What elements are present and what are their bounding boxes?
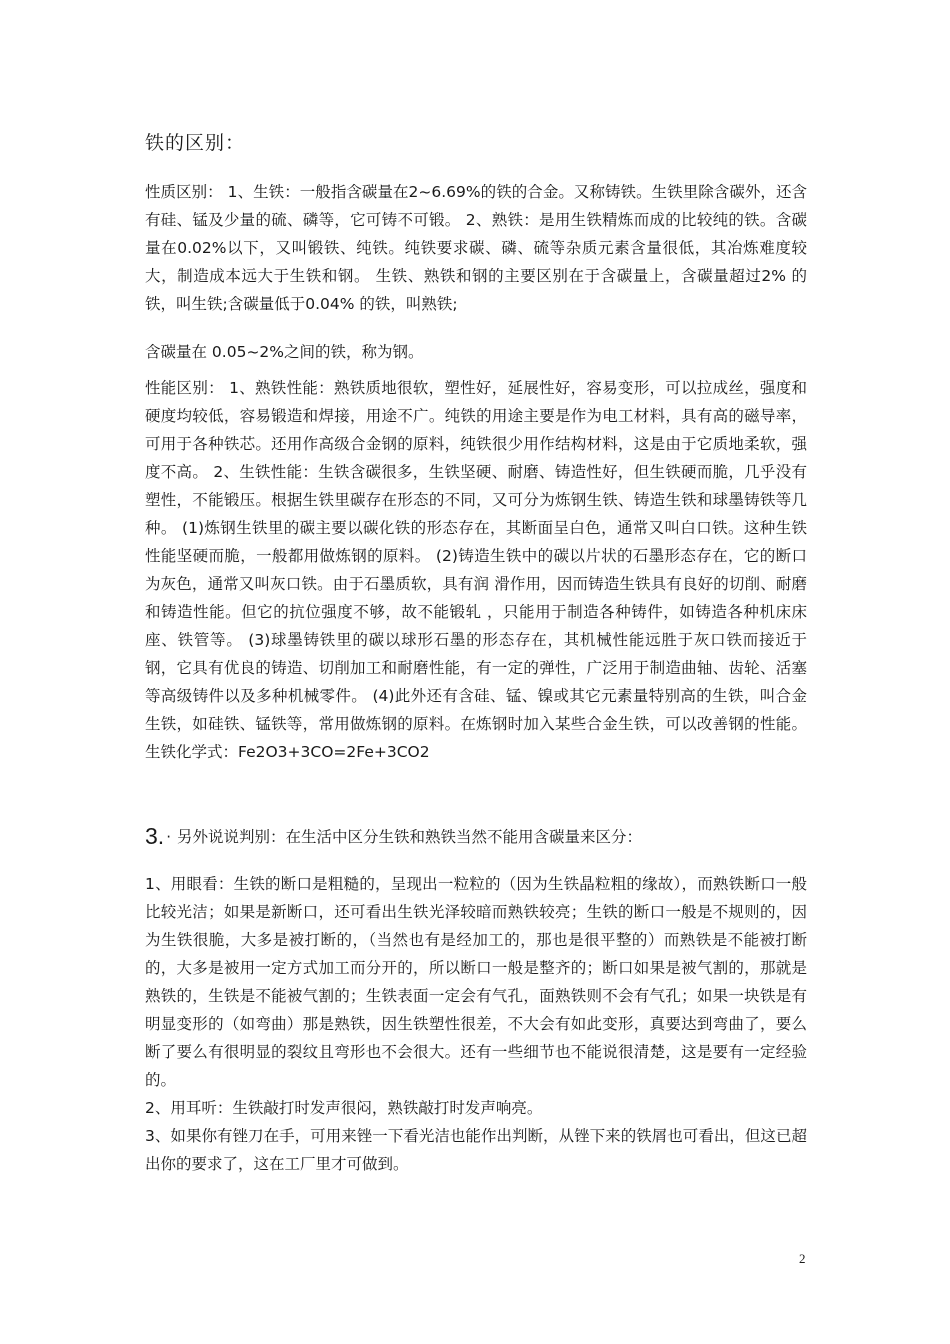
- identification-methods-list: [145, 870, 807, 1178]
- document-title: 铁的区别：: [145, 132, 246, 154]
- performance-difference-paragraph: 性能区别： 1、熟铁性能：熟铁质地很软，塑性好，延展性好，容易变形，可以拉成丝，强度和硬度均较低，容易锻造和焊接，用途不广。纯铁的用途主要是作为电工材料，具有高的磁导率，可用于各种铁芯。还用作高级合金钢的原料，纯铁很少用作结构材料，这是由于它质地柔软，强度不高。 2、生铁性能：生铁含碳很多，生铁坚硬、耐磨、铸造性好，但生铁硬而脆，几乎没有塑性，不能锻压。根据生铁里碳存在形态的不同，又可分为炼钢生铁、铸造生铁和球墨铸铁等几种。 (1)炼钢生铁里的碳主要以碳化铁的形态存在，其断面呈白色，通常又叫白口铁。这种生铁性能坚硬而脆，一般都用做炼钢的原料。 (2)铸造生铁中的碳以片状的石墨形态存在，它的断口为灰色，通常又叫灰口铁。由于石墨质软，具有润 滑作用，因而铸造生铁具有良好的切削、耐磨和铸造性能。但它的抗位强度不够，故不能锻轧 ，只能用于制造各种铸件，如铸造各种机床床座、铁管等。 (3)球墨铸铁里的碳以球形石墨的形态存在，其机械性能远胜于灰口铁而接近于钢，它具有优良的铸造、切削加工和耐磨性能，有一定的弹性，广泛用于制造曲轴、齿轮、活塞等高级铸件以及多种机械零件。 (4)此外还有含硅、锰、镍或其它元素量特别高的生铁，叫合金生铁，如硅铁、锰铁等，常用做炼钢的原料。在炼钢时加入某些合金生铁，可以改善钢的性能。 生铁化学式：Fe2O3+3CO=2Fe+3CO2: [145, 379, 807, 761]
- section-number: 3.: [145, 823, 165, 849]
- section-3-heading: [145, 823, 807, 850]
- section-bullet: ·: [166, 828, 171, 846]
- list-item: 3、如果你有锉刀在手，可用来锉一下看光洁也能作出判断，从锉下来的铁屑也可看出，但这已超出你的要求了，这在工厂里才可做到。: [145, 1127, 807, 1173]
- section-heading-text: 另外说说判别：在生活中区分生铁和熟铁当然不能用含碳量来区分：: [176, 828, 642, 846]
- page-number: 2: [799, 1251, 806, 1266]
- steel-definition-paragraph: 含碳量在 0.05~2%之间的铁，称为钢。: [145, 343, 424, 361]
- property-difference-paragraph: 性质区别： 1、生铁：一般指含碳量在2~6.69%的铁的合金。又称铸铁。生铁里除含碳外，还含有硅、锰及少量的硫、磷等，它可铸不可锻。 2、熟铁：是用生铁精炼而成的比较纯的铁。含碳量在0.02%以下，又叫锻铁、纯铁。纯铁要求碳、磷、硫等杂质元素含量很低，其冶炼难度较大，制造成本远大于生铁和钢。 生铁、熟铁和钢的主要区别在于含碳量上，含碳量超过2% 的铁，叫生铁;含碳量低于0.04% 的铁，叫熟铁;: [145, 183, 807, 313]
- list-item: 2、用耳听：生铁敲打时发声很闷，熟铁敲打时发声响亮。: [145, 1099, 543, 1117]
- list-item: 1、用眼看：生铁的断口是粗糙的，呈现出一粒粒的（因为生铁晶粒粗的缘故），而熟铁断口一般比较光洁；如果是新断口，还可看出生铁光泽较暗而熟铁较亮；生铁的断口一般是不规则的，因为生铁很脆，大多是被打断的，（当然也有是经加工的，那也是很平整的）而熟铁是不能被打断的，大多是被用一定方式加工而分开的，所以断口一般是整齐的；断口如果是被气割的，那就是熟铁的，生铁是不能被气割的；生铁表面一定会有气孔，面熟铁则不会有气孔；如果一块铁是有明显变形的（如弯曲）那是熟铁，因生铁塑性很差，不大会有如此变形，真要达到弯曲了，要么断了要么有很明显的裂纹且弯形也不会很大。还有一些细节也不能说很清楚，这是要有一定经验的。: [145, 875, 807, 1089]
